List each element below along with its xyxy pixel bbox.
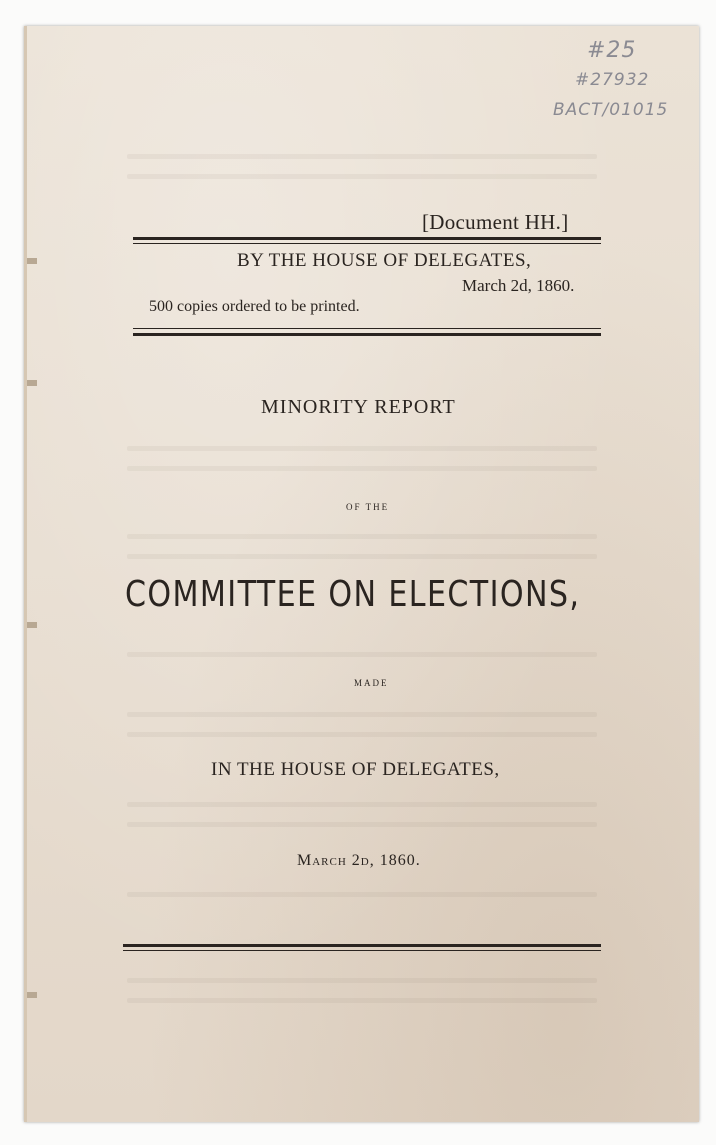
show-through-text: [127, 154, 597, 159]
committee-title: COMMITTEE ON ELECTIONS,: [125, 574, 581, 615]
document-id: [Document HH.]: [422, 210, 569, 234]
show-through-text: [127, 534, 597, 539]
show-through-text: [127, 554, 597, 559]
pencil-stock-number: #27932: [575, 70, 650, 90]
show-through-text: [127, 892, 597, 897]
house-line: IN THE HOUSE OF DELEGATES,: [211, 759, 500, 780]
double-rule-bottom: [123, 944, 601, 947]
pamphlet-page: [24, 26, 699, 1122]
made-label: MADE: [354, 678, 389, 688]
show-through-text: [127, 822, 597, 827]
binding-mark: [27, 622, 37, 628]
show-through-text: [127, 652, 597, 657]
report-title: MINORITY REPORT: [261, 396, 456, 418]
show-through-text: [127, 712, 597, 717]
order-date: March 2d, 1860.: [462, 276, 575, 295]
of-the-label: OF THE: [346, 502, 390, 512]
report-date: March 2d, 1860.: [297, 852, 421, 869]
show-through-text: [127, 802, 597, 807]
show-through-text: [127, 978, 597, 983]
copies-note: 500 copies ordered to be printed.: [149, 298, 360, 315]
pencil-price-note: #25: [587, 38, 637, 63]
double-rule-top-thin: [133, 243, 601, 244]
double-rule-bottom-thin: [123, 950, 601, 951]
authority-line: BY THE HOUSE OF DELEGATES,: [237, 250, 532, 271]
binding-mark: [27, 380, 37, 386]
show-through-text: [127, 998, 597, 1003]
show-through-text: [127, 174, 597, 179]
binding-mark: [27, 992, 37, 998]
double-rule-middle: [133, 333, 601, 336]
show-through-text: [127, 446, 597, 451]
double-rule-top: [133, 237, 601, 240]
binding-mark: [27, 258, 37, 264]
show-through-text: [127, 732, 597, 737]
show-through-text: [127, 466, 597, 471]
pencil-sku-note: BACT/01015: [553, 100, 669, 120]
double-rule-middle-thin: [133, 328, 601, 329]
